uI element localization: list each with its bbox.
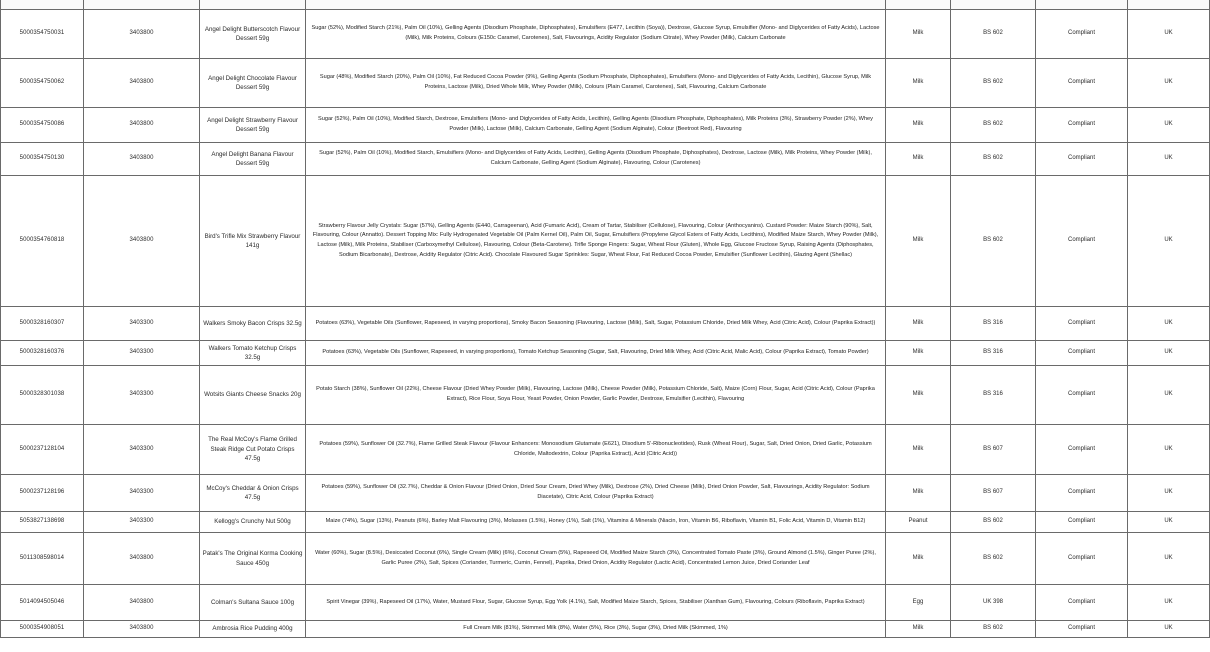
ingredients-cell: Maize (74%), Sugar (13%), Peanuts (6%), Barley Malt Flavouring (3%), Molasses (1.5%), Honey (1%), Salt (1%), Vitamins & Minerals (Niacin, Iron, Vitamin B6, Riboflavin, Vitamin B1, Folic Acid, Vitamin D, Vitamin B12) bbox=[306, 512, 886, 533]
allergen-cell: Milk bbox=[886, 341, 951, 366]
product-name-cell: Angel Delight Butterscotch Flavour Dessert 59g bbox=[200, 10, 306, 59]
ingredients-cell: Potatoes (63%), Vegetable Oils (Sunflower, Rapeseed, in varying proportions), Smoky Bacon Seasoning (Flavouring, Lactose (Milk), Salt, Sugar, Potassium Chloride, Dried Milk Whey, Acid (Citric Acid), Colour (Paprika Extract)) bbox=[306, 307, 886, 341]
spec-cell: UK 398 bbox=[951, 585, 1036, 621]
table-row bbox=[1, 0, 1210, 10]
table-row bbox=[1, 425, 1210, 475]
table-row bbox=[1, 108, 1210, 143]
barcode-cell: 5053827138698 bbox=[1, 512, 84, 533]
ingredients-cell: Potatoes (63%), Vegetable Oils (Sunflower, Rapeseed, in varying proportions), Tomato Ketchup Seasoning (Sugar, Salt, Flavouring, Dried Milk Whey, Acid (Citric Acid, Malic Acid), Colour (Paprika Extract), Tomato Powder) bbox=[306, 341, 886, 366]
origin-cell: UK bbox=[1128, 108, 1210, 143]
sku-cell: 3403800 bbox=[84, 143, 200, 176]
spec-cell: BS 602 bbox=[951, 59, 1036, 108]
product-name-cell: Colman's Sultana Sauce 100g bbox=[200, 585, 306, 621]
table-row bbox=[1, 10, 1210, 59]
table-row bbox=[1, 59, 1210, 108]
sku-cell: 3403300 bbox=[84, 512, 200, 533]
ingredients-cell: Spirit Vinegar (39%), Rapeseed Oil (17%), Water, Mustard Flour, Sugar, Glucose Syrup, Egg Yolk (4.1%), Salt, Modified Maize Starch, Spices, Stabiliser (Xanthan Gum), Flavouring, Colours (Riboflavin, Paprika Extract) bbox=[306, 585, 886, 621]
origin-cell: UK bbox=[1128, 10, 1210, 59]
allergen-cell bbox=[886, 0, 951, 10]
product-name-cell: Kellogg's Crunchy Nut 500g bbox=[200, 512, 306, 533]
spec-cell: BS 607 bbox=[951, 425, 1036, 475]
origin-cell: UK bbox=[1128, 366, 1210, 425]
product-name-cell: Walkers Tomato Ketchup Crisps 32.5g bbox=[200, 341, 306, 366]
table-row bbox=[1, 585, 1210, 621]
sku-cell: 3403800 bbox=[84, 585, 200, 621]
sku-cell: 3403800 bbox=[84, 59, 200, 108]
status-cell: Compliant bbox=[1036, 621, 1128, 638]
product-name-cell: Wotsits Giants Cheese Snacks 20g bbox=[200, 366, 306, 425]
allergen-cell: Peanut bbox=[886, 512, 951, 533]
barcode-cell: 5011308598014 bbox=[1, 533, 84, 585]
status-cell: Compliant bbox=[1036, 366, 1128, 425]
allergen-cell: Milk bbox=[886, 366, 951, 425]
ingredients-cell: Potato Starch (38%), Sunflower Oil (22%), Cheese Flavour (Dried Whey Powder (Milk), Flavouring, Lactose (Milk), Cheese Powder (Milk), Potassium Chloride, Salt), Maize (Corn) Flour, Sugar, Acid (Citric Acid), Colour (Paprika Extract), Rice Flour, Soya Flour, Yeast Powder, Onion Powder, Garlic Powder, Dextrose, Emulsifier (Lecithin), Flavouring bbox=[306, 366, 886, 425]
allergen-cell: Milk bbox=[886, 143, 951, 176]
barcode-cell: 5000237128196 bbox=[1, 475, 84, 512]
spec-cell: BS 602 bbox=[951, 176, 1036, 307]
barcode-cell bbox=[1, 0, 84, 10]
ingredients-cell: Water (60%), Sugar (8.5%), Desiccated Coconut (6%), Single Cream (Milk) (6%), Coconut Cream (5%), Rapeseed Oil, Modified Maize Starch (3%), Concentrated Tomato Paste (3%), Ground Almond (1.5%), Ginger Puree (2%), Garlic Puree (2%), Salt, Spices (Coriander, Turmeric, Cumin, Fennel), Paprika, Dried Onion, Acidity Regulator (Lactic Acid), Concentrated Lemon Juice, Dried Coriander Leaf bbox=[306, 533, 886, 585]
ingredients-cell bbox=[306, 0, 886, 10]
barcode-cell: 5000354750086 bbox=[1, 108, 84, 143]
origin-cell: UK bbox=[1128, 621, 1210, 638]
table-row bbox=[1, 341, 1210, 366]
status-cell: Compliant bbox=[1036, 176, 1128, 307]
barcode-cell: 5000354908051 bbox=[1, 621, 84, 638]
spec-cell: BS 316 bbox=[951, 307, 1036, 341]
sku-cell: 3403800 bbox=[84, 176, 200, 307]
spec-cell: BS 602 bbox=[951, 621, 1036, 638]
table-row bbox=[1, 366, 1210, 425]
status-cell: Compliant bbox=[1036, 341, 1128, 366]
origin-cell: UK bbox=[1128, 307, 1210, 341]
ingredients-cell: Potatoes (59%), Sunflower Oil (32.7%), Flame Grilled Steak Flavour (Flavour Enhancers: Monosodium Glutamate (E621), Disodium 5'-Ribonucleotides), Rusk (Wheat Flour), Sugar, Salt, Dried Onion, Dried Garlic, Potassium Chloride, Maltodextrin, Colour (Paprika Extract), Acid (Citric Acid)) bbox=[306, 425, 886, 475]
product-name-cell: Ambrosia Rice Pudding 400g bbox=[200, 621, 306, 638]
allergen-cell: Milk bbox=[886, 475, 951, 512]
status-cell: Compliant bbox=[1036, 108, 1128, 143]
status-cell bbox=[1036, 0, 1128, 10]
spec-cell: BS 602 bbox=[951, 10, 1036, 59]
spec-cell: BS 602 bbox=[951, 108, 1036, 143]
table-row bbox=[1, 143, 1210, 176]
barcode-cell: 5000354750062 bbox=[1, 59, 84, 108]
table-row bbox=[1, 533, 1210, 585]
status-cell: Compliant bbox=[1036, 585, 1128, 621]
barcode-cell: 5000328301038 bbox=[1, 366, 84, 425]
barcode-cell: 5000328160307 bbox=[1, 307, 84, 341]
barcode-cell: 5014094505046 bbox=[1, 585, 84, 621]
allergen-cell: Milk bbox=[886, 59, 951, 108]
product-name-cell: Patak's The Original Korma Cooking Sauce 450g bbox=[200, 533, 306, 585]
origin-cell: UK bbox=[1128, 143, 1210, 176]
allergen-cell: Milk bbox=[886, 425, 951, 475]
ingredients-cell: Sugar (52%), Palm Oil (10%), Modified Starch, Emulsifiers (Mono- and Diglycerides of Fatty Acids, Lecithin), Gelling Agents (Disodium Phosphate, Diphosphates), Dextrose, Lactose (Milk), Milk Proteins, Whey Powder (Milk), Calcium Carbonate, Gelling Agent (Sodium Alginate), Flavouring, Colour (Carotenes) bbox=[306, 143, 886, 176]
product-name-cell: The Real McCoy's Flame Grilled Steak Ridge Cut Potato Crisps 47.5g bbox=[200, 425, 306, 475]
sku-cell: 3403300 bbox=[84, 307, 200, 341]
product-name-cell bbox=[200, 0, 306, 10]
ingredients-cell: Strawberry Flavour Jelly Crystals: Sugar (57%), Gelling Agents (E440, Carrageenan), Acid (Fumaric Acid), Cream of Tartar, Stabiliser (Cellulose), Flavouring, Colour (Anthocyanins). Custard Powder: Maize Starch (90%), Salt, Flavouring, Colour (Annatto). Dessert Topping Mix: Fully Hydrogenated Vegetable Oil (Palm Kernel Oil), Palm Oil, Sugar, Emulsifiers (Propylene Glycol Esters of Fatty Acids, Lecithins), Modified Maize Starch, Whey Powder (Milk), Lactose (Milk), Milk Proteins, Stabiliser (Carboxymethyl Cellulose), Flavouring, Colour (Beta-Carotene). Trifle Sponge Fingers: Sugar, Wheat Flour (Gluten), Whole Egg, Glucose Fructose Syrup, Raising Agents (Diphosphates, Sodium Bicarbonate), Dextrose, Acidity Regulator (Citric Acid). Chocolate Flavoured Sugar Sprinkles: Sugar, Wheat Flour, Fat Reduced Cocoa Powder, Emulsifier (Sunflower Lecithin), Glazing Agent (Shellac) bbox=[306, 176, 886, 307]
origin-cell: UK bbox=[1128, 533, 1210, 585]
allergen-cell: Egg bbox=[886, 585, 951, 621]
status-cell: Compliant bbox=[1036, 425, 1128, 475]
sku-cell: 3403300 bbox=[84, 366, 200, 425]
sku-cell: 3403800 bbox=[84, 10, 200, 59]
spec-cell: BS 602 bbox=[951, 143, 1036, 176]
spec-cell: BS 607 bbox=[951, 475, 1036, 512]
table-row bbox=[1, 307, 1210, 341]
status-cell: Compliant bbox=[1036, 307, 1128, 341]
ingredients-cell: Sugar (48%), Modified Starch (20%), Palm Oil (10%), Fat Reduced Cocoa Powder (9%), Gelling Agents (Sodium Phosphate, Diphosphates), Emulsifiers (Mono- and Diglycerides of Fatty Acids, Lecithin), Glucose Syrup, Milk Proteins, Lactose (Milk), Dried Whole Milk, Whey Powder (Milk), Colours (Plain Caramel, Carotenes), Salt, Flavouring, Calcium Carbonate bbox=[306, 59, 886, 108]
status-cell: Compliant bbox=[1036, 533, 1128, 585]
ingredients-cell: Sugar (52%), Palm Oil (10%), Modified Starch, Dextrose, Emulsifiers (Mono- and Diglycerides of Fatty Acids, Lecithin), Gelling Agents (Disodium Phosphate, Diphosphates), Milk Proteins (3%), Strawberry Powder (2%), Whey Powder (Milk), Lactose (Milk), Calcium Carbonate, Gelling Agent (Sodium Alginate), Colour (Beetroot Red), Flavouring bbox=[306, 108, 886, 143]
sku-cell: 3403300 bbox=[84, 341, 200, 366]
sku-cell: 3403800 bbox=[84, 533, 200, 585]
table-row bbox=[1, 475, 1210, 512]
status-cell: Compliant bbox=[1036, 10, 1128, 59]
sku-cell bbox=[84, 0, 200, 10]
status-cell: Compliant bbox=[1036, 512, 1128, 533]
spec-cell bbox=[951, 0, 1036, 10]
origin-cell: UK bbox=[1128, 341, 1210, 366]
sku-cell: 3403800 bbox=[84, 108, 200, 143]
origin-cell: UK bbox=[1128, 475, 1210, 512]
barcode-cell: 5000354750130 bbox=[1, 143, 84, 176]
origin-cell: UK bbox=[1128, 59, 1210, 108]
sku-cell: 3403300 bbox=[84, 425, 200, 475]
product-name-cell: Angel Delight Strawberry Flavour Dessert 59g bbox=[200, 108, 306, 143]
sku-cell: 3403800 bbox=[84, 621, 200, 638]
origin-cell: UK bbox=[1128, 425, 1210, 475]
barcode-cell: 5000237128104 bbox=[1, 425, 84, 475]
origin-cell: UK bbox=[1128, 512, 1210, 533]
spec-cell: BS 602 bbox=[951, 533, 1036, 585]
table-row bbox=[1, 512, 1210, 533]
status-cell: Compliant bbox=[1036, 59, 1128, 108]
allergen-cell: Milk bbox=[886, 307, 951, 341]
ingredients-cell: Sugar (52%), Modified Starch (21%), Palm Oil (10%), Gelling Agents (Disodium Phosphate, Diphosphates), Emulsifiers (E477, Lecithin (Soya)), Dextrose, Glucose Syrup, Emulsifier (Mono- and Diglycerides of Fatty Acids), Lactose (Milk), Milk Proteins, Colours (E150c Caramel, Carotenes), Salt, Flavourings, Acidity Regulator (Sodium Citrate), Whey Powder (Milk), Calcium Carbonate bbox=[306, 10, 886, 59]
barcode-cell: 5000354750031 bbox=[1, 10, 84, 59]
allergen-cell: Milk bbox=[886, 176, 951, 307]
origin-cell: UK bbox=[1128, 585, 1210, 621]
origin-cell: UK bbox=[1128, 176, 1210, 307]
table-row bbox=[1, 176, 1210, 307]
barcode-cell: 5000328160376 bbox=[1, 341, 84, 366]
ingredients-cell: Full Cream Milk (81%), Skimmed Milk (8%), Water (5%), Rice (3%), Sugar (3%), Dried Milk (Skimmed, 1%) bbox=[306, 621, 886, 638]
allergen-cell: Milk bbox=[886, 108, 951, 143]
spec-cell: BS 316 bbox=[951, 341, 1036, 366]
product-name-cell: McCoy's Cheddar & Onion Crisps 47.5g bbox=[200, 475, 306, 512]
allergen-cell: Milk bbox=[886, 10, 951, 59]
table-body bbox=[1, 0, 1210, 638]
ingredients-cell: Potatoes (59%), Sunflower Oil (32.7%), Cheddar & Onion Flavour (Dried Onion, Dried Sour Cream, Dried Whey (Milk), Dextrose (2%), Dried Cheese (Milk), Dried Onion Powder, Salt, Flavourings, Acidity Regulator: Sodium Diacetate), Citric Acid, Colour (Paprika Extract) bbox=[306, 475, 886, 512]
allergen-cell: Milk bbox=[886, 621, 951, 638]
spec-cell: BS 316 bbox=[951, 366, 1036, 425]
product-name-cell: Bird's Trifle Mix Strawberry Flavour 141g bbox=[200, 176, 306, 307]
sku-cell: 3403300 bbox=[84, 475, 200, 512]
product-name-cell: Walkers Smoky Bacon Crisps 32.5g bbox=[200, 307, 306, 341]
product-name-cell: Angel Delight Chocolate Flavour Dessert 59g bbox=[200, 59, 306, 108]
product-name-cell: Angel Delight Banana Flavour Dessert 59g bbox=[200, 143, 306, 176]
table-row bbox=[1, 621, 1210, 638]
origin-cell bbox=[1128, 0, 1210, 10]
spec-cell: BS 602 bbox=[951, 512, 1036, 533]
allergen-cell: Milk bbox=[886, 533, 951, 585]
status-cell: Compliant bbox=[1036, 143, 1128, 176]
status-cell: Compliant bbox=[1036, 475, 1128, 512]
barcode-cell: 5000354760818 bbox=[1, 176, 84, 307]
